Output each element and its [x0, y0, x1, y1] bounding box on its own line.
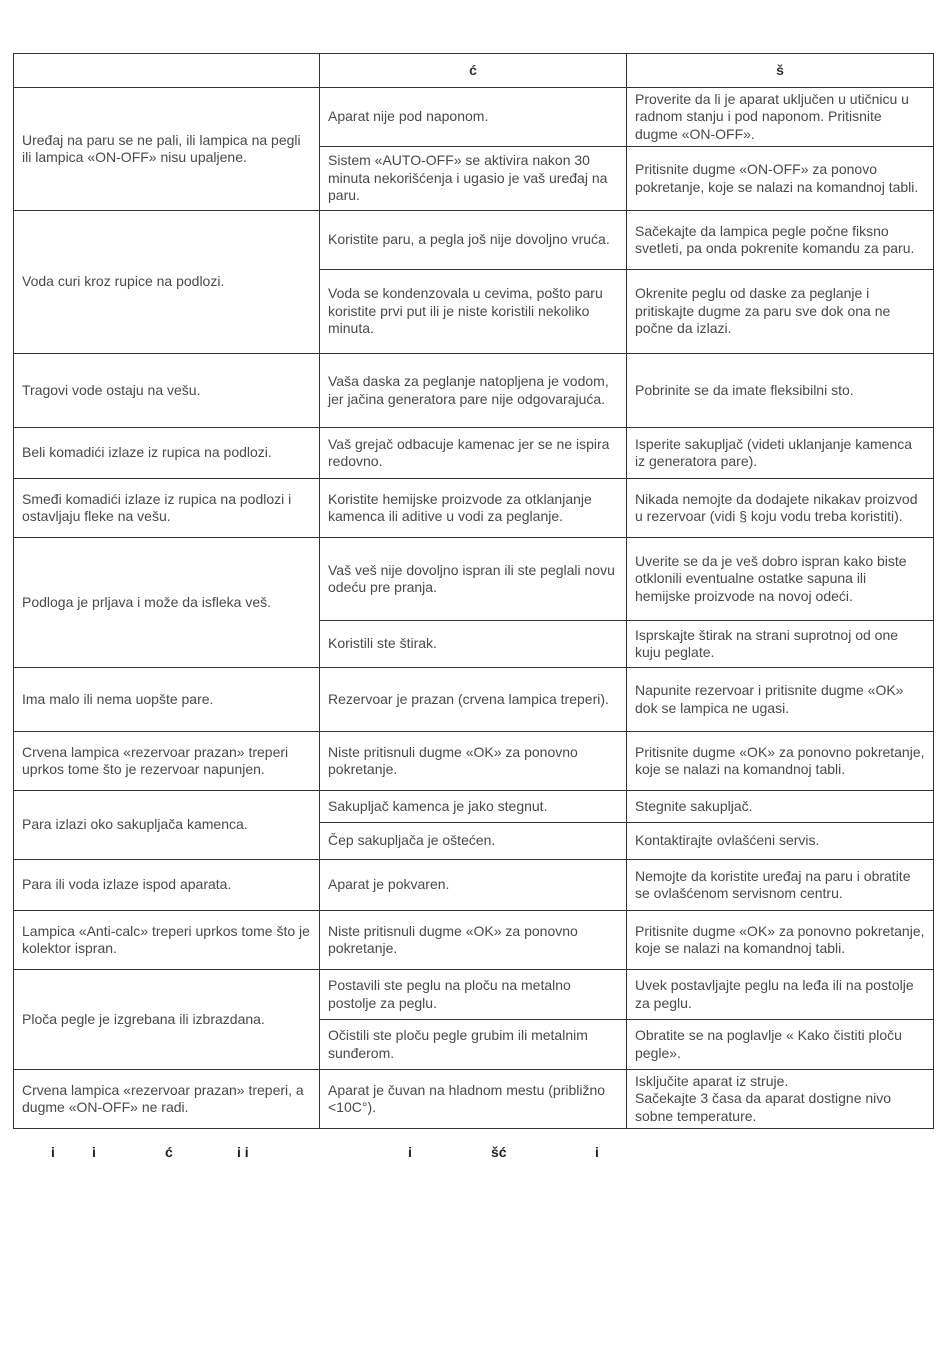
header-solution: š	[627, 54, 934, 88]
cause-cell: Čep sakupljača je oštećen.	[320, 823, 627, 860]
problem-cell: Para izlazi oko sakupljača kamenca.	[14, 791, 320, 860]
solution-cell: Obratite se na poglavlje « Kako čistiti ploču pegle».	[627, 1020, 934, 1070]
problem-cell: Voda curi kroz rupice na podlozi.	[14, 211, 320, 354]
footnote-fragment: i	[595, 1144, 599, 1160]
header-cause: ć	[320, 54, 627, 88]
table-row	[14, 860, 934, 911]
table-row	[14, 668, 934, 732]
table-row	[14, 88, 934, 147]
cause-cell: Voda se kondenzovala u cevima, pošto paru koristite prvi put ili je niste koristili nekoliko minuta.	[320, 270, 627, 354]
solution-cell: Isključite aparat iz struje. Sačekajte 3 časa da aparat dostigne nivo sobne temperature.	[627, 1070, 934, 1129]
solution-cell: Sačekajte da lampica pegle počne fiksno svetleti, pa onda pokrenite komandu za paru.	[627, 211, 934, 270]
solution-cell: Pritisnite dugme «OK» za ponovno pokretanje, koje se nalazi na komandnoj tabli.	[627, 732, 934, 791]
table-row	[14, 911, 934, 970]
table-row	[14, 538, 934, 621]
cause-cell: Sistem «AUTO-OFF» se aktivira nakon 30 minuta nekorišćenja i ugasio je vaš uređaj na paru.	[320, 147, 627, 211]
solution-cell: Stegnite sakupljač.	[627, 791, 934, 823]
table-body	[14, 88, 934, 1129]
problem-cell: Crvena lampica «rezervoar prazan» treperi, a dugme «ON-OFF» ne radi.	[14, 1070, 320, 1129]
solution-cell: Nemojte da koristite uređaj na paru i obratite se ovlašćenom servisnom centru.	[627, 860, 934, 911]
cause-cell: Rezervoar je prazan (crvena lampica treperi).	[320, 668, 627, 732]
problem-cell: Crvena lampica «rezervoar prazan» treperi uprkos tome što je rezervoar napunjen.	[14, 732, 320, 791]
problem-cell: Para ili voda izlaze ispod aparata.	[14, 860, 320, 911]
table-row	[14, 211, 934, 270]
table-row	[14, 479, 934, 538]
solution-cell: Kontaktirajte ovlašćeni servis.	[627, 823, 934, 860]
footnote-fragment: i	[408, 1144, 412, 1160]
solution-cell: Nikada nemojte da dodajete nikakav proizvod u rezervoar (vidi § koju vodu treba koristiti).	[627, 479, 934, 538]
cause-cell: Vaša daska za peglanje natopljena je vodom, jer jačina generatora pare nije odgovarajuća.	[320, 354, 627, 428]
solution-cell: Napunite rezervoar i pritisnite dugme «OK» dok se lampica ne ugasi.	[627, 668, 934, 732]
cause-cell: Očistili ste ploču pegle grubim ili metalnim sunđerom.	[320, 1020, 627, 1070]
problem-cell: Tragovi vode ostaju na vešu.	[14, 354, 320, 428]
problem-cell: Uređaj na paru se ne pali, ili lampica na pegli ili lampica «ON-OFF» nisu upaljene.	[14, 88, 320, 211]
table-row	[14, 970, 934, 1020]
cause-cell: Aparat nije pod naponom.	[320, 88, 627, 147]
solution-cell: Uverite se da je veš dobro ispran kako biste otklonili eventualne ostatke sapuna ili hemijske proizvode na novoj odeći.	[627, 538, 934, 621]
solution-cell: Okrenite peglu od daske za peglanje i pritiskajte dugme za paru sve dok ona ne počne da izlazi.	[627, 270, 934, 354]
solution-cell: Proverite da li je aparat uključen u utičnicu u radnom stanju i pod naponom. Pritisnite dugme «ON-OFF».	[627, 88, 934, 147]
header-problem	[14, 54, 320, 88]
problem-cell: Lampica «Anti-calc» treperi uprkos tome što je kolektor ispran.	[14, 911, 320, 970]
solution-cell: Isprskajte štirak na strani suprotnoj od one kuju peglate.	[627, 621, 934, 668]
cause-cell: Niste pritisnuli dugme «OK» za ponovno pokretanje.	[320, 732, 627, 791]
solution-cell: Pritisnite dugme «OK» za ponovno pokretanje, koje se nalazi na komandnoj tabli.	[627, 911, 934, 970]
footnote-fragment: šć	[491, 1144, 507, 1160]
troubleshooting-table	[13, 53, 934, 1129]
table-row	[14, 732, 934, 791]
problem-cell: Smeđi komadići izlaze iz rupica na podlozi i ostavljaju fleke na vešu.	[14, 479, 320, 538]
cause-cell: Vaš veš nije dovoljno ispran ili ste peglali novu odeću pre pranja.	[320, 538, 627, 621]
cause-cell: Aparat je pokvaren.	[320, 860, 627, 911]
footnote-fragment: i i	[237, 1144, 249, 1160]
footnote-fragment: i	[51, 1144, 55, 1160]
footnote-line	[13, 1144, 933, 1164]
problem-cell: Beli komadići izlaze iz rupica na podlozi.	[14, 428, 320, 479]
cause-cell: Niste pritisnuli dugme «OK» za ponovno pokretanje.	[320, 911, 627, 970]
footnote-fragment: ć	[165, 1144, 173, 1160]
table-row	[14, 354, 934, 428]
problem-cell: Ima malo ili nema uopšte pare.	[14, 668, 320, 732]
cause-cell: Vaš grejač odbacuje kamenac jer se ne ispira redovno.	[320, 428, 627, 479]
solution-cell: Isperite sakupljač (videti uklanjanje kamenca iz generatora pare).	[627, 428, 934, 479]
table-row	[14, 791, 934, 823]
problem-cell: Podloga je prljava i može da isfleka veš.	[14, 538, 320, 668]
cause-cell: Sakupljač kamenca je jako stegnut.	[320, 791, 627, 823]
table-row	[14, 1070, 934, 1129]
footnote-fragment: i	[92, 1144, 96, 1160]
solution-cell: Uvek postavljajte peglu na leđa ili na postolje za peglu.	[627, 970, 934, 1020]
cause-cell: Aparat je čuvan na hladnom mestu (približno <10C°).	[320, 1070, 627, 1129]
table-header-row	[14, 54, 934, 88]
table-row	[14, 428, 934, 479]
solution-cell: Pobrinite se da imate fleksibilni sto.	[627, 354, 934, 428]
cause-cell: Koristite hemijske proizvode za otklanjanje kamenca ili aditive u vodi za peglanje.	[320, 479, 627, 538]
cause-cell: Postavili ste peglu na ploču na metalno postolje za peglu.	[320, 970, 627, 1020]
cause-cell: Koristili ste štirak.	[320, 621, 627, 668]
solution-cell: Pritisnite dugme «ON-OFF» za ponovo pokretanje, koje se nalazi na komandnoj tabli.	[627, 147, 934, 211]
cause-cell: Koristite paru, a pegla još nije dovoljno vruća.	[320, 211, 627, 270]
problem-cell: Ploča pegle je izgrebana ili izbrazdana.	[14, 970, 320, 1070]
